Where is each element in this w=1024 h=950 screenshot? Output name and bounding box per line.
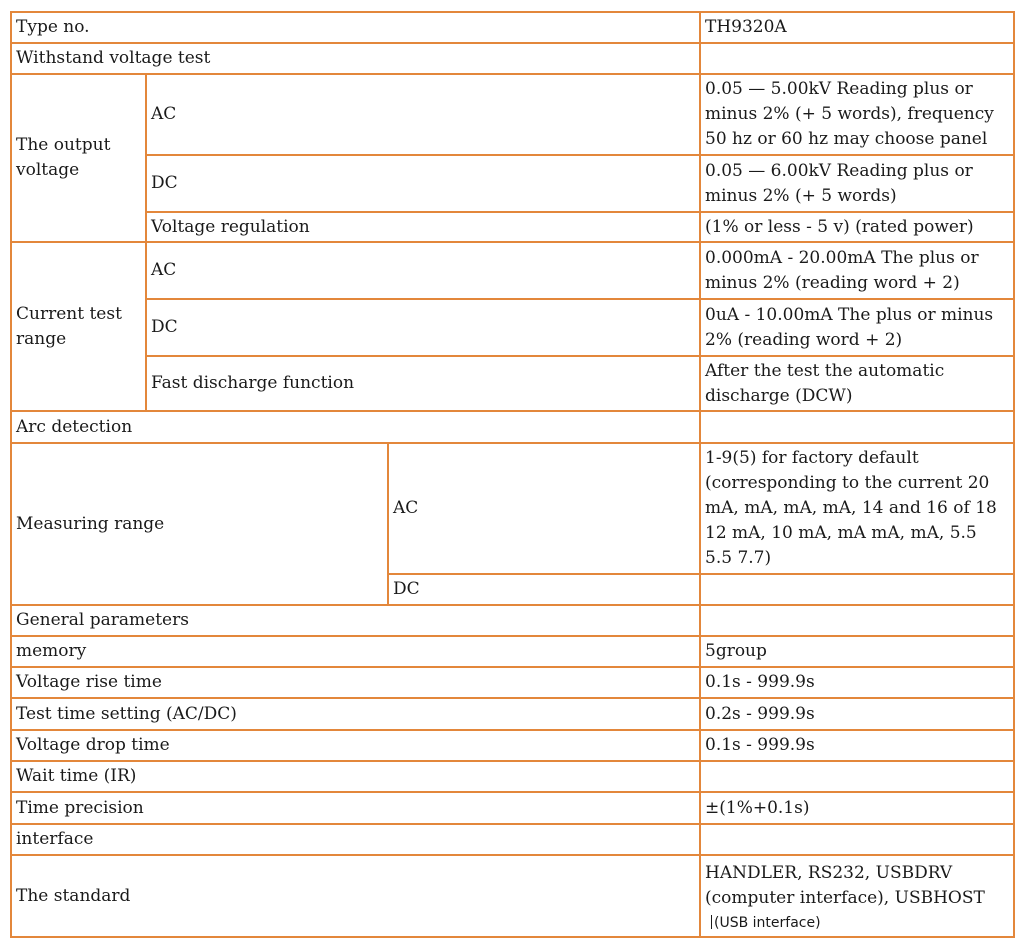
output-voltage-dc-value: 0.05 — 6.00kV Reading plus or minus 2% (+ 5 words): [700, 155, 1014, 212]
test-time-setting-value: 0.2s - 999.9s: [700, 698, 1014, 730]
empty-cell: [700, 411, 1014, 443]
table-row: [11, 667, 1014, 698]
withstand-voltage-test-heading: Withstand voltage test: [11, 43, 700, 74]
voltage-regulation-value: (1% or less - 5 v) (rated power): [700, 212, 1014, 242]
arc-detection-heading: Arc detection: [11, 411, 700, 443]
empty-cell: [700, 574, 1014, 605]
fast-discharge-label: Fast discharge function: [146, 356, 700, 411]
table-row: [11, 212, 1014, 242]
table-row: [11, 636, 1014, 667]
table-row: [11, 730, 1014, 761]
interface-heading: interface: [11, 824, 700, 855]
table-row: [11, 155, 1014, 212]
output-voltage-ac-value: 0.05 — 5.00kV Reading plus or minus 2% (+ 5 words), frequency 50 hz or 60 hz may choose panel: [700, 74, 1014, 155]
time-precision-label: Time precision: [11, 792, 700, 824]
current-dc-label: DC: [146, 299, 700, 356]
table-row: [11, 792, 1014, 824]
output-voltage-dc-label: DC: [146, 155, 700, 212]
standard-label: The standard: [11, 855, 700, 937]
current-test-range-label: Current test range: [11, 242, 146, 411]
voltage-regulation-label: Voltage regulation: [146, 212, 700, 242]
table-row: [11, 761, 1014, 792]
empty-cell: [700, 605, 1014, 636]
current-ac-value: 0.000mA - 20.00mA The plus or minus 2% (reading word + 2): [700, 242, 1014, 299]
spec-table: [10, 11, 1015, 938]
text-cursor-mark: [711, 915, 712, 929]
table-row: [11, 242, 1014, 299]
measuring-dc-label: DC: [388, 574, 700, 605]
time-precision-value: ±(1%+0.1s): [700, 792, 1014, 824]
type-no-value: TH9320A: [700, 12, 1014, 43]
table-row: [11, 74, 1014, 155]
fast-discharge-value: After the test the automatic discharge (DCW): [700, 356, 1014, 411]
table-row: [11, 43, 1014, 74]
usb-interface-note: [705, 915, 1009, 931]
table-row: [11, 443, 1014, 574]
table-row: [11, 605, 1014, 636]
output-voltage-ac-label: AC: [146, 74, 700, 155]
empty-cell: [700, 761, 1014, 792]
memory-label: memory: [11, 636, 700, 667]
voltage-drop-time-value: 0.1s - 999.9s: [700, 730, 1014, 761]
table-row: [11, 411, 1014, 443]
current-ac-label: AC: [146, 242, 700, 299]
output-voltage-label: The output voltage: [11, 74, 146, 242]
table-row: [11, 356, 1014, 411]
empty-cell: [700, 43, 1014, 74]
memory-value: 5group: [700, 636, 1014, 667]
usb-interface-text: (USB interface): [714, 915, 821, 931]
standard-value: HANDLER, RS232, USBDRV (computer interface), USBHOST: [705, 863, 985, 908]
type-no-label: Type no.: [11, 12, 700, 43]
measuring-range-label: Measuring range: [11, 443, 388, 605]
table-row: [11, 299, 1014, 356]
voltage-rise-time-value: 0.1s - 999.9s: [700, 667, 1014, 698]
table-row: [11, 824, 1014, 855]
voltage-rise-time-label: Voltage rise time: [11, 667, 700, 698]
empty-cell: [700, 824, 1014, 855]
standard-value-cell: [700, 855, 1014, 937]
current-dc-value: 0uA - 10.00mA The plus or minus 2% (reading word + 2): [700, 299, 1014, 356]
voltage-drop-time-label: Voltage drop time: [11, 730, 700, 761]
table-row: [11, 855, 1014, 937]
measuring-ac-label: AC: [388, 443, 700, 574]
measuring-ac-value: 1-9(5) for factory default (corresponding to the current 20 mA, mA, mA, mA, 14 and 16 of 18 12 mA, 10 mA, mA mA, mA, 5.5 5.5 7.7): [700, 443, 1014, 574]
general-parameters-heading: General parameters: [11, 605, 700, 636]
test-time-setting-label: Test time setting (AC/DC): [11, 698, 700, 730]
table-row: [11, 12, 1014, 43]
wait-time-label: Wait time (IR): [11, 761, 700, 792]
table-row: [11, 698, 1014, 730]
